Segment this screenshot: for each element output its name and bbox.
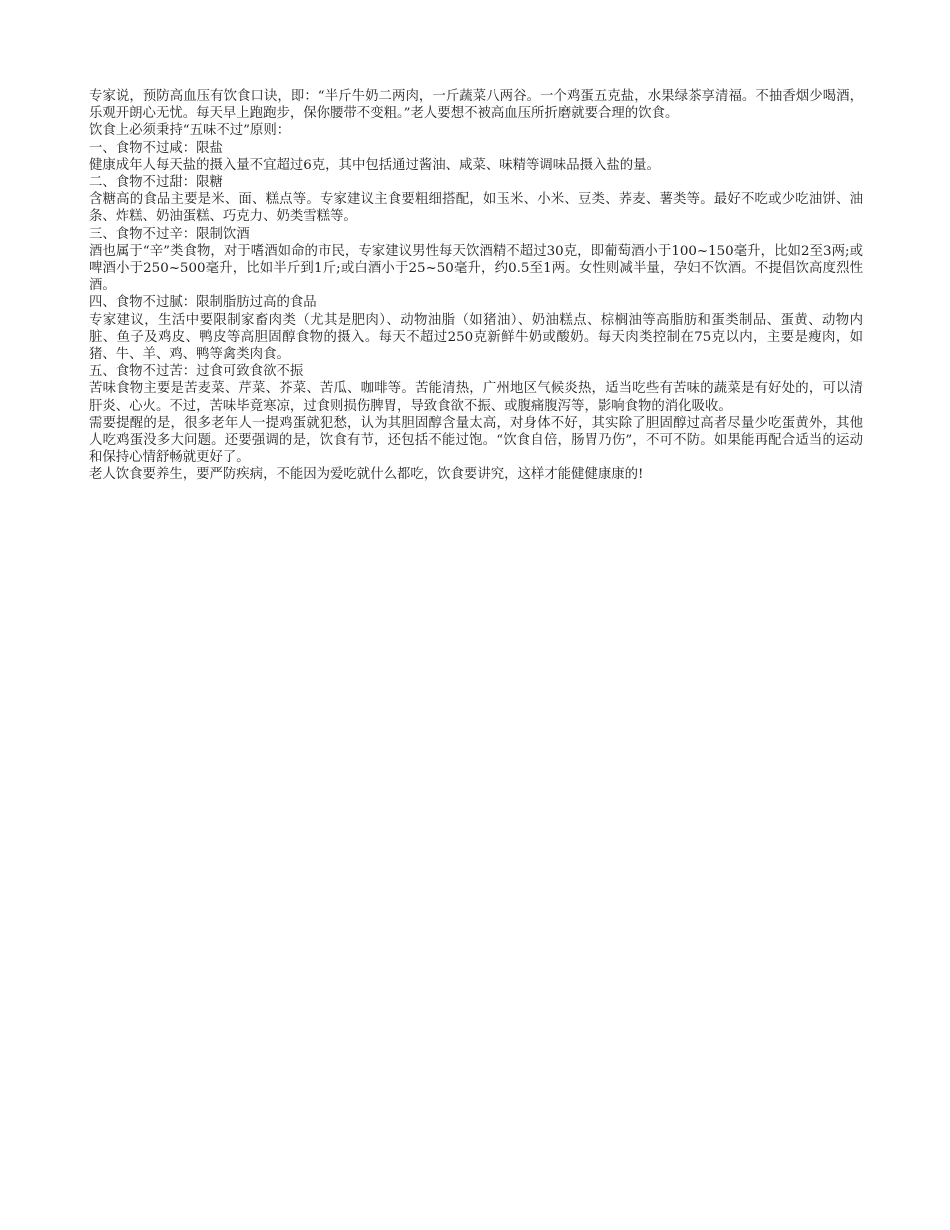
section-body-sugar: 含糖高的食品主要是米、面、糕点等。专家建议主食要粗细搭配，如玉米、小米、豆类、荞麦、薯类等。最好不吃或少吃油饼、油条、炸糕、奶油蛋糕、巧克力、奶类雪糕等。 (89, 192, 863, 225)
section-heading-alcohol: 三、食物不过辛：限制饮酒 (89, 226, 250, 242)
closing-paragraph: 老人饮食要养生，要严防疾病，不能因为爱吃就什么都吃，饮食要讲究，这样才能健健康康的! (89, 467, 644, 483)
section-body-bitter: 苦味食物主要是苦麦菜、芹菜、芥菜、苦瓜、咖啡等。苦能清热，广州地区气候炎热，适当吃些有苦味的蔬菜是有好处的，可以清肝炎、心火。不过，苦味毕竟寒凉，过食则损伤脾胃，导致食欲不振、或腹痛腹泻等，影响食物的消化吸收。 (89, 381, 863, 414)
section-heading-bitter: 五、食物不过苦：过食可致食欲不振 (89, 364, 304, 380)
principle-paragraph: 饮食上必须秉持“五味不过”原则： (89, 123, 291, 139)
intro-paragraph: 专家说，预防高血压有饮食口诀，即：“半斤牛奶二两肉，一斤蔬菜八两谷。一个鸡蛋五克盐，水果绿茶享清福。不抽香烟少喝酒，乐观开朗心无忧。每天早上跑跑步，保你腰带不变粗。”老人要想不被高血压所折磨就要合理的饮食。 (89, 89, 863, 122)
section-heading-salt: 一、食物不过咸：限盐 (89, 140, 223, 156)
section-body-fat: 专家建议，生活中要限制家畜肉类（尤其是肥肉）、动物油脂（如猪油）、奶油糕点、棕榈油等高脂肪和蛋类制品、蛋黄、动物内脏、鱼子及鸡皮、鸭皮等高胆固醇食物的摄入。每天不超过250克新鲜牛奶或酸奶。每天肉类控制在75克以内，主要是瘦肉，如猪、牛、羊、鸡、鸭等禽类肉食。 (89, 312, 863, 363)
section-body-alcohol: 酒也属于“辛”类食物，对于嗜酒如命的市民，专家建议男性每天饮酒精不超过30克，即葡萄酒小于100~150毫升，比如2至3两;或啤酒小于250~500毫升，比如半斤到1斤;或白酒小于25~50毫升，约0.5至1两。女性则减半量，孕妇不饮酒。不提倡饮高度烈性酒。 (89, 243, 863, 294)
reminder-paragraph: 需要提醒的是，很多老年人一提鸡蛋就犯愁，认为其胆固醇含量太高，对身体不好，其实除了胆固醇过高者尽量少吃蛋黄外，其他人吃鸡蛋没多大问题。还要强调的是，饮食有节，还包括不能过饱。“饮食自倍，肠胃乃伤”，不可不防。如果能再配合适当的运动和保持心情舒畅就更好了。 (89, 415, 863, 466)
section-heading-sugar: 二、食物不过甜：限糖 (89, 175, 223, 191)
section-body-salt: 健康成年人每天盐的摄入量不宜超过6克，其中包括通过酱油、咸菜、味精等调味品摄入盐的量。 (89, 157, 660, 173)
document-body (89, 88, 863, 484)
section-heading-fat: 四、食物不过腻：限制脂肪过高的食品 (89, 295, 317, 311)
